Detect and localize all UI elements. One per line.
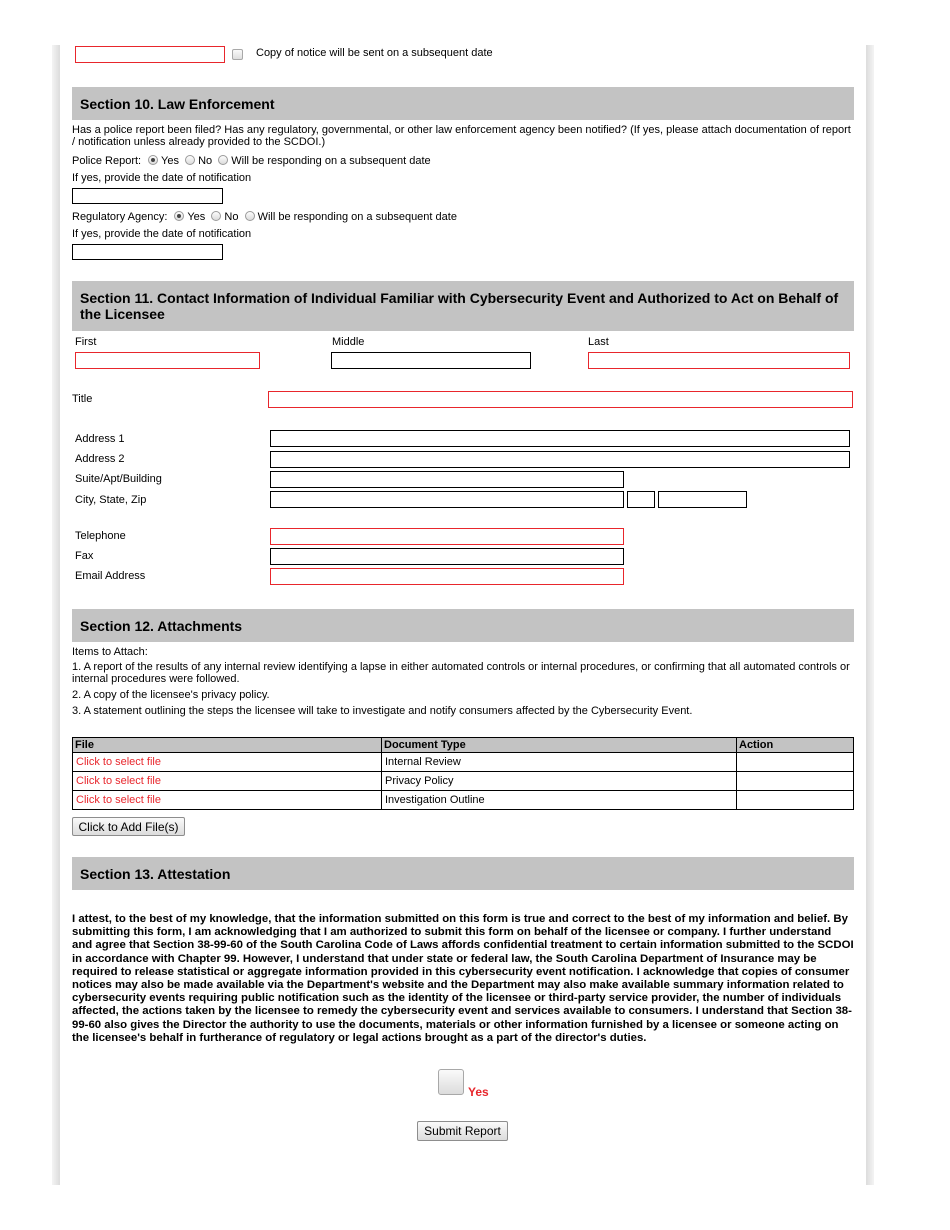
attest-yes-label: Yes [468, 1085, 489, 1099]
police-yes-radio[interactable] [148, 155, 158, 165]
police-date-label: If yes, provide the date of notification [72, 172, 252, 184]
table-row [73, 772, 854, 791]
subsequent-copy-checkbox[interactable] [232, 49, 243, 60]
page-shadow-left [52, 45, 60, 1185]
title-input[interactable] [268, 391, 853, 408]
regulatory-label: Regulatory Agency: [72, 211, 168, 223]
table-row [73, 753, 854, 772]
police-report-row [72, 155, 431, 167]
regulatory-yes-label: Yes [187, 211, 206, 223]
title-label: Title [72, 393, 93, 405]
section10-question: Has a police report been filed? Has any regulatory, governmental, or other law enforcement agency been notified? (If yes, please attach documentation of report / notification unless already provided to the SCDOI.) [72, 124, 851, 148]
telephone-input[interactable] [270, 528, 624, 545]
section13-header: Section 13. Attestation [72, 857, 854, 890]
regulatory-no-radio[interactable] [211, 211, 221, 221]
action-cell [737, 753, 854, 772]
middle-name-input[interactable] [331, 352, 531, 369]
city-input[interactable] [270, 491, 624, 508]
subsequent-copy-label: Copy of notice will be sent on a subsequent date [256, 47, 493, 59]
police-no-label: No [198, 155, 213, 167]
first-name-input[interactable] [75, 352, 260, 369]
regulatory-later-label: Will be responding on a subsequent date [257, 211, 457, 223]
section10-header: Section 10. Law Enforcement [72, 87, 854, 120]
fax-label: Fax [75, 550, 94, 562]
select-file-link[interactable]: Click to select file [73, 753, 382, 772]
address2-input[interactable] [270, 451, 850, 468]
doc-type-cell: Internal Review [382, 753, 737, 772]
telephone-label: Telephone [75, 530, 126, 542]
email-input[interactable] [270, 568, 624, 585]
police-no-radio[interactable] [185, 155, 195, 165]
last-name-label: Last [588, 336, 609, 348]
suite-label: Suite/Apt/Building [75, 473, 162, 485]
address1-input[interactable] [270, 430, 850, 447]
select-file-link[interactable]: Click to select file [73, 791, 382, 810]
last-name-input[interactable] [588, 352, 850, 369]
attach-item-2: 2. A copy of the licensee's privacy policy. [72, 689, 270, 701]
police-later-radio[interactable] [218, 155, 228, 165]
city-state-zip-label: City, State, Zip [75, 494, 147, 506]
regulatory-date-input[interactable] [72, 244, 223, 260]
submit-report-button[interactable]: Submit Report [417, 1121, 508, 1141]
col-doc-type-header: Document Type [382, 738, 737, 753]
fax-input[interactable] [270, 548, 624, 565]
page-shadow-right [866, 45, 874, 1185]
police-report-label: Police Report: [72, 155, 142, 167]
police-later-label: Will be responding on a subsequent date [231, 155, 431, 167]
section11-header: Section 11. Contact Information of Individual Familiar with Cybersecurity Event and Authorized to Act on Behalf of the Licensee [72, 281, 854, 331]
address2-label: Address 2 [75, 453, 125, 465]
regulatory-later-radio[interactable] [245, 211, 255, 221]
action-cell [737, 772, 854, 791]
select-file-link[interactable]: Click to select file [73, 772, 382, 791]
police-date-input[interactable] [72, 188, 223, 204]
suite-input[interactable] [270, 471, 624, 488]
address1-label: Address 1 [75, 433, 125, 445]
doc-type-cell: Privacy Policy [382, 772, 737, 791]
attachments-header-row [73, 738, 854, 753]
items-to-attach-label: Items to Attach: [72, 646, 148, 658]
attachments-table [72, 737, 854, 810]
zip-input[interactable] [658, 491, 747, 508]
police-yes-label: Yes [161, 155, 179, 167]
section12-header: Section 12. Attachments [72, 609, 854, 642]
add-files-button[interactable]: Click to Add File(s) [72, 817, 185, 836]
col-file-header: File [73, 738, 382, 753]
attest-checkbox[interactable] [438, 1069, 464, 1095]
email-label: Email Address [75, 570, 146, 582]
doc-type-cell: Investigation Outline [382, 791, 737, 810]
table-row [73, 791, 854, 810]
attach-item-1: 1. A report of the results of any internal review identifying a lapse in either automated controls or internal procedures, or confirming that all automated controls or internal procedures were followed. [72, 661, 850, 685]
attestation-statement: I attest, to the best of my knowledge, that the information submitted on this form is true and correct to the best of my information and belief. By submitting this form, I am acknowledging that I am authorized to submit this form on behalf of the licensee or company. I further understand and agree that Section 38-99-60 of the South Carolina Code of Laws affords confidential treatment to certain information submitted to the SCDOI in accordance with Chapter 99. However, I understand that under state or federal law, the South Carolina Department of Insurance may be required to release statistical or aggregate information provided in this cybersecurity event notification. I acknowledge that copies of consumer notices may also be made available via the Department's website and the Department may also make available summary information related to cybersecurity events requiring public notification such as the identity of the licensee or third-party service provider, the number of individuals affected, the actions taken by the licensee to remedy the cybersecurity event and services available to consumers. I understand that Section 38-99-60 also gives the Director the authority to use the documents, materials or other information furnished by a licensee or someone acting on the licensee's behalf in furtherance of regulatory or legal actions brought as a part of the director's duties. [72, 913, 854, 1044]
regulatory-row [72, 211, 457, 223]
regulatory-no-label: No [224, 211, 239, 223]
col-action-header: Action [737, 738, 854, 753]
middle-name-label: Middle [332, 336, 365, 348]
notice-copy-date-input[interactable] [75, 46, 225, 63]
regulatory-yes-radio[interactable] [174, 211, 184, 221]
action-cell [737, 791, 854, 810]
regulatory-date-label: If yes, provide the date of notification [72, 228, 252, 240]
attach-item-3: 3. A statement outlining the steps the licensee will take to investigate and notify consumers affected by the Cybersecurity Event. [72, 705, 693, 717]
state-input[interactable] [627, 491, 655, 508]
first-name-label: First [75, 336, 97, 348]
